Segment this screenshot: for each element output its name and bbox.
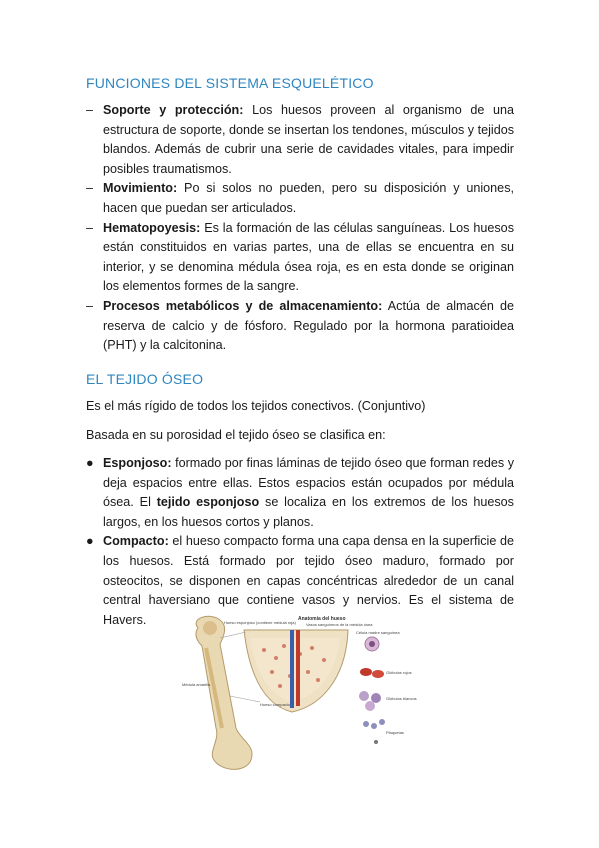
item-text: Po si solos no pueden, pero su disposición y uniones, hacen que puedan ser articulados. bbox=[103, 181, 514, 215]
item-term: Esponjoso: bbox=[103, 456, 172, 470]
list-item bbox=[86, 297, 514, 356]
dash-bullet: – bbox=[86, 220, 94, 235]
dash-bullet: – bbox=[86, 103, 94, 117]
bullet-dot: ● bbox=[86, 534, 94, 549]
paragraph: Es el más rígido de todos los tejidos conectivos. (Conjuntivo) bbox=[86, 399, 426, 413]
list-item bbox=[86, 101, 514, 179]
label-yellow-marrow: Médula amarilla bbox=[182, 682, 211, 687]
label-blood-vessels: Vasos sanguíneos de la médula ósea bbox=[306, 622, 373, 627]
item-text: formado por finas láminas de tejido óseo que forman redes y deja espacios entre ellas. Estos espacios están ocupados por médula ósea. El bbox=[103, 456, 514, 510]
item-text: el hueso compacto forma una capa densa en la superficie de los huesos. Está formado por tejido óseo maduro, formado por osteocitos, se disponen en capas concéntricas alrededor de un canal central haversiano que contiene vasos y nervios. Es el sistema de Havers. bbox=[103, 534, 514, 627]
paragraph: Basada en su porosidad el tejido óseo se clasifica en: bbox=[86, 428, 386, 442]
dash-bullet: – bbox=[86, 181, 94, 196]
item-term: Procesos metabólicos y de almacenamiento: bbox=[103, 298, 383, 313]
item-text: se localiza en los extremos de los huesos largos, en los huesos cortos y planos. bbox=[103, 495, 514, 529]
item-text: Los huesos proveen al organismo de una estructura de soporte, donde se insertan los tendones, músculos y tejidos blandos. Además de cubrir una serie de cavidades vitales, para impedir posibles traumatismos. bbox=[103, 103, 515, 176]
dash-bullet: – bbox=[86, 298, 94, 313]
label-spongy-bone: Hueso esponjoso (contiene médula roja) bbox=[224, 620, 296, 625]
section-title-funciones: FUNCIONES DEL SISTEMA ESQUELÉTICO bbox=[86, 75, 374, 91]
functions-list bbox=[86, 101, 514, 356]
label-red-cells: Glóbulos rojos bbox=[386, 670, 412, 675]
list-item bbox=[86, 454, 514, 532]
label-white-cells: Glóbulos blancos bbox=[386, 696, 417, 701]
item-term: Hematopoyesis: bbox=[103, 220, 201, 235]
item-term: Soporte y protección: bbox=[103, 103, 244, 117]
bone-anatomy-illustration bbox=[180, 610, 420, 775]
list-item bbox=[86, 219, 514, 297]
figure-title: Anatomía del hueso bbox=[298, 616, 346, 622]
item-text: Actúa de almacén de reserva de calcio y de fósforo. Regulado por la hormona paratioidea (PHT) y la calcitonina. bbox=[103, 298, 514, 353]
item-term: Movimiento: bbox=[103, 181, 178, 196]
label-compact-bone: Hueso compacto bbox=[260, 702, 291, 707]
item-term: Compacto: bbox=[103, 534, 169, 549]
item-emphasis: tejido esponjoso bbox=[156, 495, 260, 510]
label-stem-cell: Célula madre sanguínea bbox=[356, 630, 400, 635]
tissue-types-list bbox=[86, 454, 514, 630]
bullet-dot: ● bbox=[86, 456, 94, 470]
label-platelets: Plaquetas bbox=[386, 730, 404, 735]
section-title-tejido-oseo: EL TEJIDO ÓSEO bbox=[86, 371, 204, 387]
list-item bbox=[86, 179, 514, 218]
item-text: Es la formación de las células sanguíneas. Los huesos están constituidos en varias partes, una de ellas se encuentra en su interior, y se denomina médula ósea roja, es en esta donde se originan los elementos formes de la sangre. bbox=[103, 220, 514, 294]
